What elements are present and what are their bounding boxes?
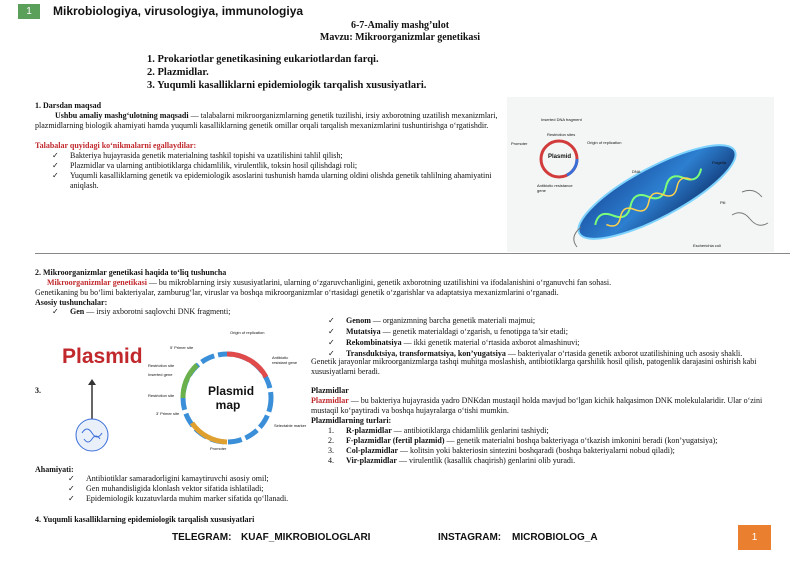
figure-label: Inserted DNA fragment [541,117,582,122]
list-item: ✓ Rekombinatsiya — ikki genetik material o‘rtasida axborot almashinuvi; [328,338,580,347]
plasmids-heading: Plazmidlar [311,386,349,395]
check-icon: ✓ [52,151,59,160]
figure-label: Selectable marker [274,423,307,428]
figure-label: 3' Primer site [156,411,180,416]
plasmid-map-title-2: map [215,398,241,412]
figure-label: Plasmid [548,154,572,160]
figure-label: Antibiotic resistance gene [537,183,573,193]
list-item: ✓ Mutatsiya — genetik materialdagi o‘zgarish, u fenotipga ta’sir etadi; [328,327,568,336]
list-item: 2. F-plazmidlar (fertil plazmid) — genetik materialni boshqa bakteriyaga o‘tkazish imkonini beradi (kon’yugatsiya); [328,436,718,445]
section4-heading: 4. Yuqumli kasalliklarning epidemiologik tarqalish xususiyatlari [35,515,255,524]
toc-item-1: 1. Prokariotlar genetikasining eukariotlardan farqi. [147,54,379,65]
check-icon: ✓ [52,307,59,316]
instagram-label: INSTAGRAM: [438,532,502,543]
importance-heading: Ahamiyati: [35,465,74,474]
concepts-list-left [52,307,302,317]
figure-label: Restriction site [148,393,175,398]
list-item: ✓ Gen — irsiy axborotni saqlovchi DNK fragmenti; [52,307,231,316]
adaptation-text: Genetik jarayonlar mikroorganizmlarga tashqi muhitga moslashish, antibiotiklarga qarshilik hosil qilish, patogenlik darajasini oshirish kabi xususiyatlarni beradi. [311,357,757,376]
plasmid-figure-title: Plasmid [62,345,143,368]
list-item: ✓ Yuqumli kasalliklarning genetik va epidemiologik asoslarini tushunish hamda ularning oldini olishda genetik tahlilning ahamiyatini aniqlash. [52,171,492,190]
figure-label: Origin of replication [230,330,265,335]
figure-label: 5' Primer site [170,345,194,350]
plasmid-map-title-1: Plasmid [208,384,255,398]
page-number: 1 [738,525,771,550]
list-item: 3. Col-plazmidlar — kolitsin yoki bakteriosin sintezini boshqaradi (boshqa bakteriyalarni nobud qiladi); [328,446,675,455]
figure-number: 3. [35,386,41,395]
divider [35,253,790,254]
bacteria-figure [507,97,774,252]
skills-heading: Talabalar quyidagi ko‘nikmalarni egallaydilar: [35,141,197,150]
instagram-handle[interactable]: MICROBIOLOG_A [512,532,598,543]
section1-lead [35,111,500,131]
section2-heading: 2. Mikroorganizmlar genetikasi haqida to‘liq tushuncha [35,268,227,277]
section2-definition-2: Genetikaning bu bo‘limi bakteriyalar, zamburug‘lar, viruslar va boshqa mikroorganizmlar o‘rtasidagi genetik o‘zgarishlar va adaptatsiya mexanizmlarini o‘rganadi. [35,288,559,297]
check-icon: ✓ [52,171,59,180]
figure-label: Pili [720,200,726,205]
figure-label: Antibiotic resistant gene [272,355,298,365]
lead-text: — talabalarni mikroorganizmlarning genetik tuzilishi, irsiy axborotning uzatilish mexanizmlari, plazmidlarning biologik ahamiyati hamda yuqumli kasalliklarning genetik omillar orqali tarqalish mexanizmlarini tushuntirishga o‘rgatishdir. [35,111,498,130]
check-icon: ✓ [328,316,335,325]
check-icon: ✓ [328,338,335,347]
section1-heading: 1. Darsdan maqsad [35,101,102,110]
list-item: 1. R-plazmidlar — antibiotiklarga chidamlilik genlarini tashiydi; [328,426,549,435]
slide-badge: 1 [18,4,40,19]
lesson-title: 6-7-Amaliy mashg’ulot [350,20,450,31]
check-icon: ✓ [328,327,335,336]
importance-list [68,474,368,504]
check-icon: ✓ [68,484,75,493]
telegram-handle[interactable]: KUAF_MIKROBIOLOGLARI [241,532,371,543]
list-item: ✓ Genom — organizmning barcha genetik materiali majmui; [328,316,536,325]
check-icon: ✓ [68,494,75,503]
list-item: ✓ Plazmidlar va ularning antibiotiklarga chidamlilik, virulentlik, toksin hosil qilishdagi roli; [52,161,358,170]
list-item: ✓ Antibiotiklar samaradorligini kamaytiruvchi asosiy omil; [68,474,269,483]
plasmid-map-figure [52,325,307,462]
toc-item-3: 3. Yuqumli kasalliklarni epidemiologik tarqalish xususiyatlari. [147,80,427,91]
plasmid-types-list [328,426,783,466]
telegram-label: TELEGRAM: [172,532,232,543]
topic-title: Mavzu: Mikroorganizmlar genetikasi [319,32,481,43]
toc-item-2: 2. Plazmidlar. [147,67,209,78]
figure-label: Promoter [210,446,227,451]
figure-label: Origin of replication [587,140,622,145]
check-icon: ✓ [68,474,75,483]
figure-label: Promoter [511,141,528,146]
list-item: ✓ Epidemiologik kuzatuvlarda muhim marker sifatida qo‘llanadi. [68,494,289,503]
plasmids-definition: Plazmidlar — bu bakteriya hujayrasida yadro DNKdan mustaqil holda mavjud bo‘lgan kichik halqasimon DNK molekulalaridir. Ular o‘zini mustaqil ko‘paytiradi va boshqa hujayralarga o‘tishi mumkin. [311,396,763,415]
check-icon: ✓ [328,349,335,358]
concepts-heading: Asosiy tushunchalar: [35,298,108,307]
concepts-list-right [328,316,778,359]
plasmid-types-heading: Plazmidlarning turlari: [311,416,392,425]
list-item: ✓ Bakteriya hujayrasida genetik materialning tashkil topishi va uzatilishini tahlil qilish; [52,151,343,160]
figure-label: Flagella [712,160,727,165]
figure-label: DNA [632,169,641,174]
check-icon: ✓ [52,161,59,170]
lead-term: Ushbu amaliy mashg‘ulotning maqsadi [55,111,189,120]
figure-label: Restriction sites [547,132,576,137]
course-title: Mikrobiologiya, virusologiya, immunologiya [53,4,304,18]
list-item: ✓ Gen muhandisligida klonlash vektor sifatida ishlatiladi; [68,484,264,493]
section2-definition: Mikroorganizmlar genetikasi — bu mikroblarning irsiy xususiyatlarini, ularning o‘zgaruvchanligini, genetik axborotning uzatilishini va ifodalanishini o‘rganuvchi fan sohasi. [47,278,612,287]
skills-list [52,151,497,191]
figure-label: Inserted gene [148,372,173,377]
list-item: ✓ Transduktsiya, transformatsiya, kon’yugatsiya — bakteriyalar o‘rtasida genetik axborot uzatilishining uch asosiy shakli. [328,349,743,358]
figure-label: Restriction site [148,363,175,368]
list-item: 4. Vir-plazmidlar — virulentlik (kasallik chaqirish) genlarini olib yuradi. [328,456,576,465]
figure-label: Escherichia coli [693,243,721,248]
